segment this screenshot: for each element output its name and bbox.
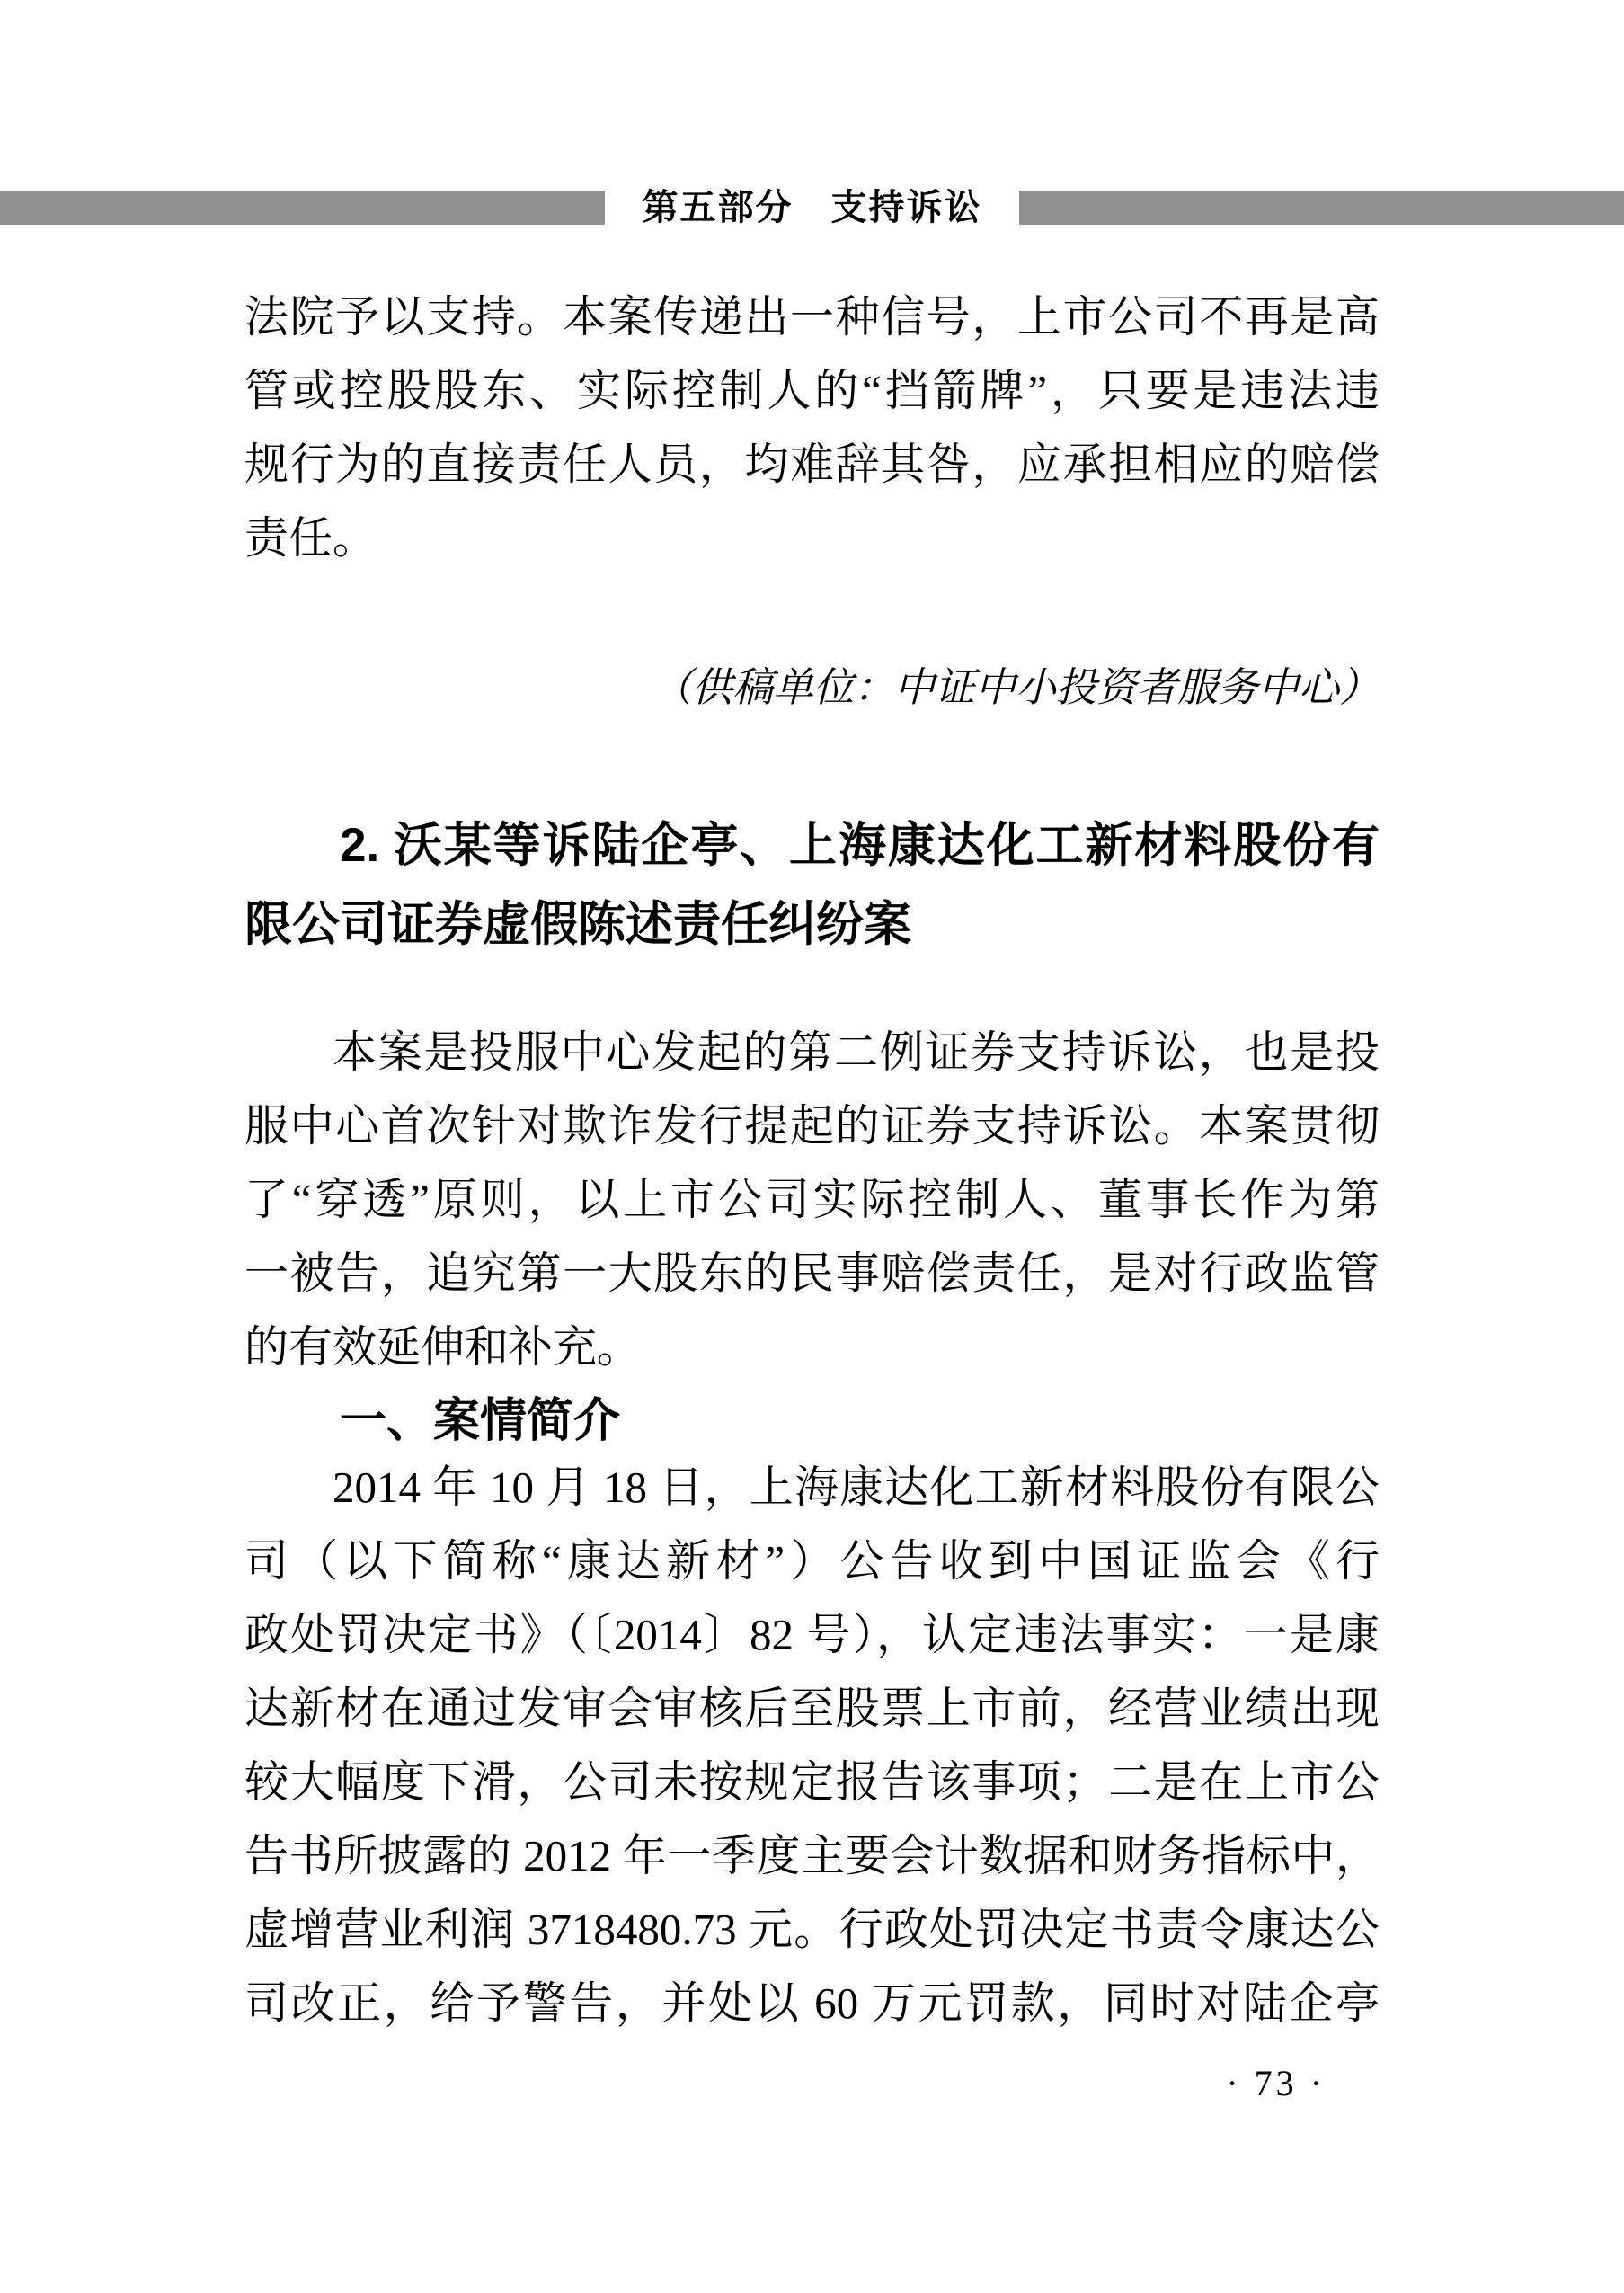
paragraph-line: 管或控股股东、实际控制人的“挡箭牌”，只要是违法违 <box>244 366 1380 415</box>
page-title: 第五部分 支持诉讼 <box>642 188 982 227</box>
paragraph-line: 达新材在通过发审会审核后至股票上市前，经营业绩出现 <box>244 1684 1380 1733</box>
paragraph-line: 较大幅度下滑，公司未按规定报告该事项；二是在上市公 <box>244 1757 1380 1807</box>
case-heading-line-1: 2. 沃某等诉陆企亭、上海康达化工新材料股份有 <box>340 819 1380 872</box>
paragraph-3 <box>244 1451 1380 2040</box>
paragraph-line: 2014 年 10 月 18 日，上海康达化工新材料股份有限公 <box>333 1462 1380 1512</box>
paragraph-line: 告书所披露的 2012 年一季度主要会计数据和财务指标中， <box>244 1831 1380 1880</box>
page-number: · 73 · <box>1226 2063 1326 2103</box>
section-heading <box>244 1384 1380 1458</box>
header-bar-left <box>0 191 605 225</box>
case-heading <box>244 806 1380 964</box>
paragraph-line: 的有效延伸和补充。 <box>244 1322 642 1372</box>
paragraph-line: 司（以下简称“康达新材”）公告收到中国证监会《行 <box>244 1536 1380 1586</box>
paragraph-line: 法院予以支持。本案传递出一种信号，上市公司不再是高 <box>244 292 1380 342</box>
paragraph-line: 本案是投服中心发起的第二例证券支持诉讼，也是投 <box>333 1027 1380 1077</box>
paragraph-line: 责任。 <box>244 513 377 563</box>
paragraph-line: 政处罚决定书》（〔2014〕82 号），认定违法事实：一是康 <box>244 1610 1380 1659</box>
paragraph-line: 服中心首次针对欺诈发行提起的证券支持诉讼。本案贯彻 <box>244 1101 1380 1151</box>
paragraph-line: 规行为的直接责任人员，均难辞其咎，应承担相应的赔偿 <box>244 440 1380 489</box>
attribution-line: （供稿单位：中证中小投资者服务中心） <box>651 665 1380 710</box>
running-header <box>0 188 1624 227</box>
case-heading-line-2: 限公司证券虚假陈述责任纠纷案 <box>244 898 911 951</box>
paragraph-line: 司改正，给予警告，并处以 60 万元罚款，同时对陆企亭 <box>244 1978 1380 2028</box>
paragraph-line: 了“穿透”原则，以上市公司实际控制人、董事长作为第 <box>244 1175 1380 1224</box>
paragraph-2 <box>244 1016 1380 1384</box>
paragraph-1 <box>244 280 1380 575</box>
paragraph-line: 虚增营业利润 3718480.73 元。行政处罚决定书责令康达公 <box>244 1905 1380 1954</box>
header-bar-right <box>1019 191 1624 225</box>
section-heading-text: 一、案情简介 <box>340 1395 621 1447</box>
paragraph-line: 一被告，追究第一大股东的民事赔偿责任，是对行政监管 <box>244 1249 1380 1298</box>
